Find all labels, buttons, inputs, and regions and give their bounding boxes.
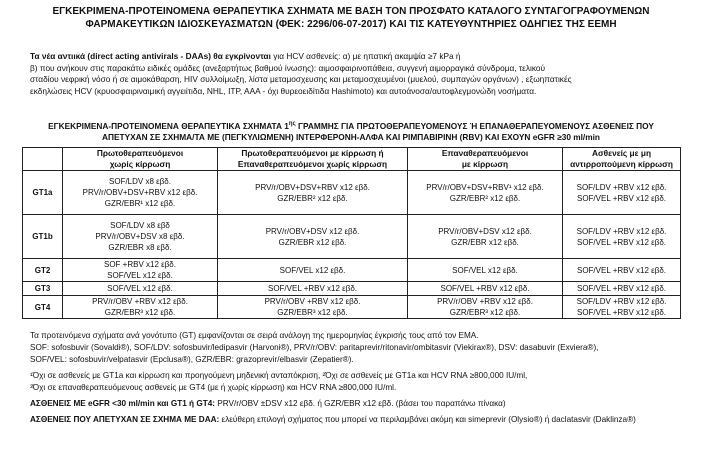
footnote-2: ³Όχι σε επαναθεραπευόμενους ασθενείς με GT4 (με ή χωρίς κίρρωση) και HCV RNA ≥800,000 IU/ml.	[30, 383, 397, 392]
genotype-cell: GT2	[23, 259, 63, 282]
notes-line-3: SOF/VEL: sofosbuvir/velpatasvir (Epclusa®), GZR/EBR: grazoprevir/elbasvir (Zepatier®).	[30, 355, 354, 364]
regimen-line: GZR/EBR x12 εβδ.	[451, 237, 519, 247]
daa-failure-text: ελεύθερη επιλογή σχήματος που μπορεί να περιλαμβάνει ακόμη και simeprevir (Olysio®) ή daclatasvir (Daklinza®)	[219, 415, 636, 424]
table-row	[23, 282, 681, 296]
regimen-line: PRV/r/OBV+DSV x8 εβδ.	[95, 232, 185, 241]
regimen-line: PRV/r/OBV+DSV x12 εβδ.	[438, 226, 532, 236]
regimen-line: SOF/VEL x12 εβδ.	[107, 271, 173, 280]
intro-line-4: εκδηλώσεις HCV (κρυοσφαιριναιμική αγγειίτιδα, NHL, ITP, AAA - όχι θυρεοειδίτιδα Hashimoto) και αυτοάνοσα/αυτοφλεγμονώδη νοσήματα.	[30, 85, 537, 96]
regimen-line: SOF/LDV x8 εβδ.	[109, 177, 171, 186]
regimen-cell	[218, 296, 408, 319]
regimen-line: PRV/r/OBV+DSV+RBV x12 εβδ.	[255, 182, 370, 192]
intro-line-1-rest: για HCV ασθενείς: α) με ηπατική ακαμψία ≥7 kPa ή	[270, 51, 461, 61]
regimen-cell	[63, 296, 218, 319]
table-header-row	[23, 148, 681, 171]
regimen-line: GZR/EBR x8 εβδ.	[108, 243, 172, 252]
table-row	[23, 171, 681, 215]
genotype-cell: GT1b	[23, 215, 63, 259]
regimen-line: SOF/VEL +RBV x12 εβδ.	[576, 265, 667, 275]
regimen-line: PRV/r/OBV +RBV x12 εβδ.	[264, 297, 361, 306]
regimen-cell	[218, 282, 408, 296]
table-title-line-2: ΑΠΕΤΥΧΑΝ ΣΕ ΣΧΗΜΑ/ΤΑ ΜΕ (ΠΕΓΚΥΛΙΩΜΕΝΗ) ΙΝΤΕΡΦΕΡΟΝΗ-ΑΛΦΑ ΚΑΙ ΡΙΜΠΑΒΙΡΙΝΗ (RBV) ΚΑΙ ΕΧΟΥΝ eGFR ≥30 ml/min	[101, 132, 600, 142]
regimen-cell	[408, 171, 563, 215]
regimen-line: SOF/LDV +RBV x12 εβδ.	[576, 182, 667, 192]
regimen-line: SOF/LDV +RBV x12 εβδ.	[576, 226, 667, 236]
regimen-line: SOF/VEL x12 εβδ.	[452, 265, 518, 275]
notes-section	[30, 330, 690, 426]
regimen-cell	[563, 171, 681, 215]
regimen-cell	[63, 282, 218, 296]
regimen-cell	[218, 215, 408, 259]
regimen-cell	[408, 259, 563, 282]
regimen-line: SOF/VEL +RBV x12 εβδ.	[576, 308, 667, 317]
column-header-line: Ασθενείς με μη	[591, 148, 652, 158]
regimen-line: GZR/EBR³ x12 εβδ.	[277, 308, 348, 317]
regimen-line: SOF/VEL x12 εβδ.	[107, 284, 173, 293]
egfr-note	[30, 398, 690, 410]
column-header-1	[63, 148, 218, 171]
column-header-line: Επαναθεραπευόμενοι χωρίς κίρρωση	[237, 159, 388, 169]
regimen-cell	[563, 259, 681, 282]
regimen-table	[22, 147, 681, 319]
title-line-1: ΕΓΚΕΚΡΙΜΕΝΑ-ΠΡΟΤΕΙΝΟΜΕΝΑ ΘΕΡΑΠΕΥΤΙΚΑ ΣΧΗΜΑΤΑ ΜΕ ΒΑΣΗ ΤΟΝ ΠΡΟΣΦΑΤΟ ΚΑΤΑΛΟΓΟ ΣΥΝΤΑΓΟΓΡΑΦΟΥΜΕΝΩΝ	[52, 6, 650, 17]
regimen-line: SOF/VEL +RBV x12 εβδ.	[576, 237, 667, 247]
column-header-line: αντιρροπούμενη κίρρωση	[570, 159, 673, 169]
column-header-line: Πρωτοθεραπευόμενοι με κίρρωση ή	[241, 148, 384, 158]
regimen-line: GZR/EBR x12 εβδ.	[278, 237, 347, 247]
regimen-line: SOF +RBV x12 εβδ.	[104, 260, 176, 269]
column-header-3	[408, 148, 563, 171]
table-title-line-1	[0, 121, 702, 132]
regimen-cell	[218, 259, 408, 282]
column-header-line: Επαναθεραπευόμενοι	[441, 148, 529, 158]
table-body	[23, 171, 681, 319]
regimen-line: SOF/LDV +RBV x12 εβδ.	[576, 297, 667, 306]
intro-line-3: σταδίου νεφρική νόσο ή σε αιμοκάθαρση, HIV συλλοίμωξη, λίστα μεταμοσχευσης και μεταμοσχευμένοι (μυελού, συμπαγών οργάνων) , εξωηπατικές	[30, 74, 572, 85]
document-title	[0, 5, 702, 31]
notes-line-1: Τα προτεινόμενα σχήματα ανά γονότυπο (GT) εμφανίζονται σε σειρά ανάλογη της ημερομηνίας έγκρισής τους από τον EMA.	[30, 331, 479, 340]
footnote-1: ¹Όχι σε ασθενείς με GT1a και κίρρωση και προηγούμενη μηδενική ανταπόκριση, ²Όχι σε ασθενείς με GT1a και HCV RNA ≥800,000 IU/ml,	[30, 371, 528, 380]
regimen-cell	[408, 215, 563, 259]
regimen-line: PRV/r/OBV +RBV x12 εβδ.	[437, 297, 533, 306]
genotype-cell: GT1a	[23, 171, 63, 215]
intro-bold-lead: Τα νέα αντιικά (direct acting antivirals - DAAs) θα εγκρίνονται	[30, 51, 271, 61]
genotype-cell: GT4	[23, 296, 63, 319]
regimen-cell	[563, 296, 681, 319]
regimen-cell	[63, 215, 218, 259]
regimen-cell	[563, 282, 681, 296]
table-row	[23, 215, 681, 259]
title-line-2: ΦΑΡΜΑΚΕΥΤΙΚΩΝ ΙΔΙΟΣΚΕΥΑΣΜΑΤΩΝ (ΦΕΚ: 2296/06-07-2017) ΚΑΙ ΤΙΣ ΚΑΤΕΥΘΥΝΤΗΡΙΕΣ ΟΔΗΓΙΕΣ ΤΗΣ ΕΕΜΗ	[85, 19, 617, 30]
regimen-line: SOF/VEL +RBV x12 εβδ.	[576, 284, 667, 293]
intro-paragraph	[30, 51, 682, 97]
regimen-cell	[408, 296, 563, 319]
regimen-cell	[408, 282, 563, 296]
column-header-line: χωρίς κίρρωση	[109, 159, 171, 169]
regimen-line: PRV/r/OBV +RBV x12 εβδ.	[92, 297, 188, 306]
regimen-line: PRV/r/OBV+DSV x12 εβδ.	[265, 226, 360, 236]
regimen-line: GZR/EBR² x12 εβδ.	[277, 193, 348, 203]
regimen-line: GZR/EBR² x12 εβδ.	[449, 193, 521, 203]
genotype-cell: GT3	[23, 282, 63, 296]
egfr-note-text: PRV/r/OBV ±DSV x12 εβδ. ή GZR/EBR x12 εβδ. (βάσει του παραπάνω πίνακα)	[214, 399, 506, 408]
daa-failure-note	[30, 414, 690, 426]
table-title-superscript: ης	[288, 121, 296, 128]
table-row	[23, 259, 681, 282]
intro-line-1	[30, 51, 682, 63]
notes-line-2: SOF: sofosbuvir (Sovaldi®), SOF/LDV: sofosbuvir/ledipasvir (Harvoni®), PRV/r/OBV: paritaprevir/ritonavir/ombitasvir (Viekirax®), DSV: dasabuvir (Exviera®),	[30, 343, 599, 352]
regimen-line: SOF/LDV x8 εβδ	[110, 221, 170, 230]
regimen-line: PRV/r/OBV+DSV+RBV¹ x12 εβδ.	[426, 182, 544, 192]
intro-line-2: β) που ανήκουν στις παρακάτω ειδικές ομάδες (ανεξαρτήτως βαθμού ίνωσης): αιμοσφαιρινοπάθεια, συγγενή αιμορραγικά σύνδρομα, τελικού	[30, 62, 546, 73]
regimen-line: SOF/VEL +RBV x12 εβδ.	[267, 284, 358, 293]
column-header-line: Πρωτοθεραπευόμενοι	[96, 148, 184, 158]
table-title-part-b: ΓΡΑΜΜΗΣ ΓΙΑ ΠΡΩΤΟΘΕΡΑΠΕΥΟΜΕΝΟΥΣ Ή ΕΠΑΝΑΘΕΡΑΠΕΥΟΜΕΝΟΥΣ ΑΣΘΕΝΕΙΣ ΠΟΥ	[295, 121, 654, 131]
column-header-0	[23, 148, 63, 171]
column-header-2	[218, 148, 408, 171]
regimen-cell	[63, 171, 218, 215]
regimen-cell	[218, 171, 408, 215]
regimen-line: GZR/EBR³ x12 εβδ.	[104, 308, 176, 317]
egfr-note-label: ΑΣΘΕΝΕΙΣ ΜΕ eGFR <30 ml/min και GT1 ή GT4:	[30, 399, 215, 408]
regimen-line: SOF/VEL +RBV x12 εβδ.	[576, 193, 667, 203]
column-header-line: με κίρρωση	[461, 159, 509, 169]
table-title	[0, 121, 702, 143]
regimen-line: GZR/EBR³ x12 εβδ.	[449, 308, 521, 317]
column-header-4	[563, 148, 681, 171]
daa-failure-label: ΑΣΘΕΝΕΙΣ ΠΟΥ ΑΠΕΤΥΧΑΝ ΣΕ ΣΧΗΜΑ ΜΕ DAA:	[30, 415, 220, 424]
regimen-line: SOF/VEL x12 εβδ.	[279, 265, 346, 275]
regimen-cell	[563, 215, 681, 259]
regimen-line: SOF/VEL +RBV x12 εβδ.	[440, 284, 530, 293]
regimen-cell	[63, 259, 218, 282]
regimen-line: GZR/EBR¹ x12 εβδ.	[104, 199, 176, 208]
table-title-part-a: ΕΓΚΕΚΡΙΜΕΝΑ-ΠΡΟΤΕΙΝΟΜΕΝΑ ΘΕΡΑΠΕΥΤΙΚΑ ΣΧΗΜΑΤΑ 1	[48, 121, 289, 131]
table-row	[23, 296, 681, 319]
regimen-line: PRV/r/OBV+DSV+RBV x12 εβδ.	[82, 188, 198, 197]
